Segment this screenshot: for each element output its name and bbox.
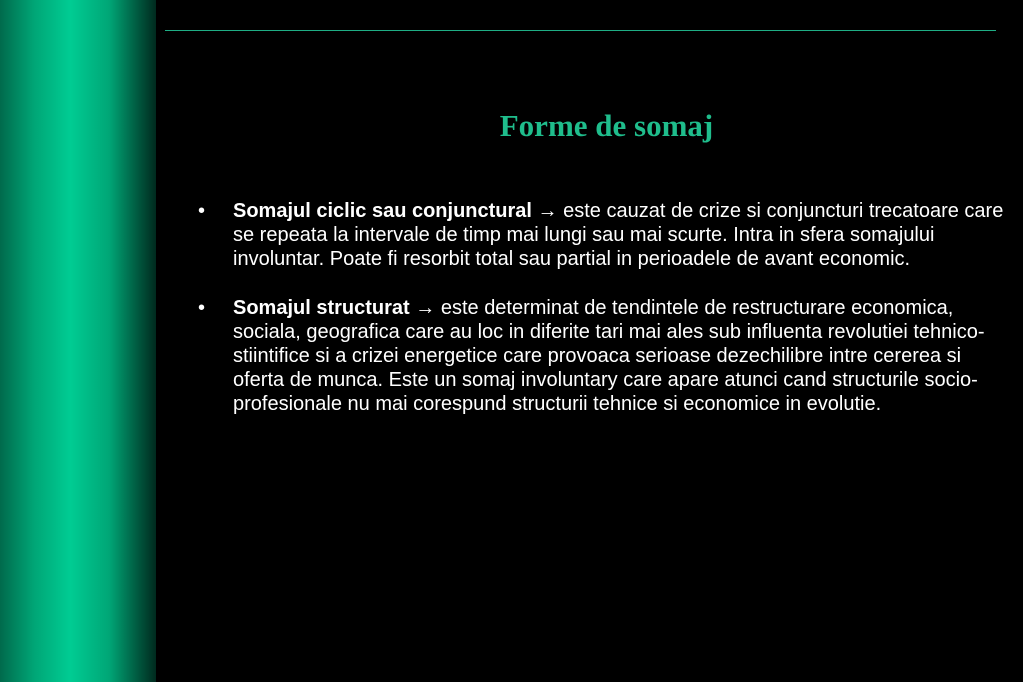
bullet-dot-icon: • <box>198 200 206 222</box>
bullet-item-structurat <box>196 296 1016 416</box>
bullet-dot-icon: • <box>198 297 206 319</box>
top-divider <box>165 30 996 31</box>
bullet-list <box>196 199 1016 441</box>
bullet-term: Somajul structurat <box>233 297 410 319</box>
bullet-item-ciclic <box>196 199 1016 271</box>
slide-title: Forme de somaj <box>499 108 714 143</box>
bullet-text: este cauzat de crize si conjuncturi trecatoare care se repeata la intervale de timp mai lungi sau mai scurte. Intra in sfera somajului involuntar. Poate fi resorbit total sau partial in perioadele de avant economic. <box>233 200 1004 270</box>
arrow-glyph: → <box>537 200 558 222</box>
decorative-side-band <box>0 0 156 682</box>
arrow-glyph: → <box>415 297 436 319</box>
bullet-text: este determinat de tendintele de restructurare economica, sociala, geografica care au loc in diferite tari mai ales sub influenta revolutiei tehnico-stiintifice si a crizei energetice care provoaca serioase dezechilibre intre cererea si oferta de munca. Este un somaj involuntary care apare atunci cand structurile socio-profesionale nu mai corespund structurii tehnice si economice in evolutie. <box>233 297 985 415</box>
bullet-term: Somajul ciclic sau conjunctural <box>233 200 532 222</box>
